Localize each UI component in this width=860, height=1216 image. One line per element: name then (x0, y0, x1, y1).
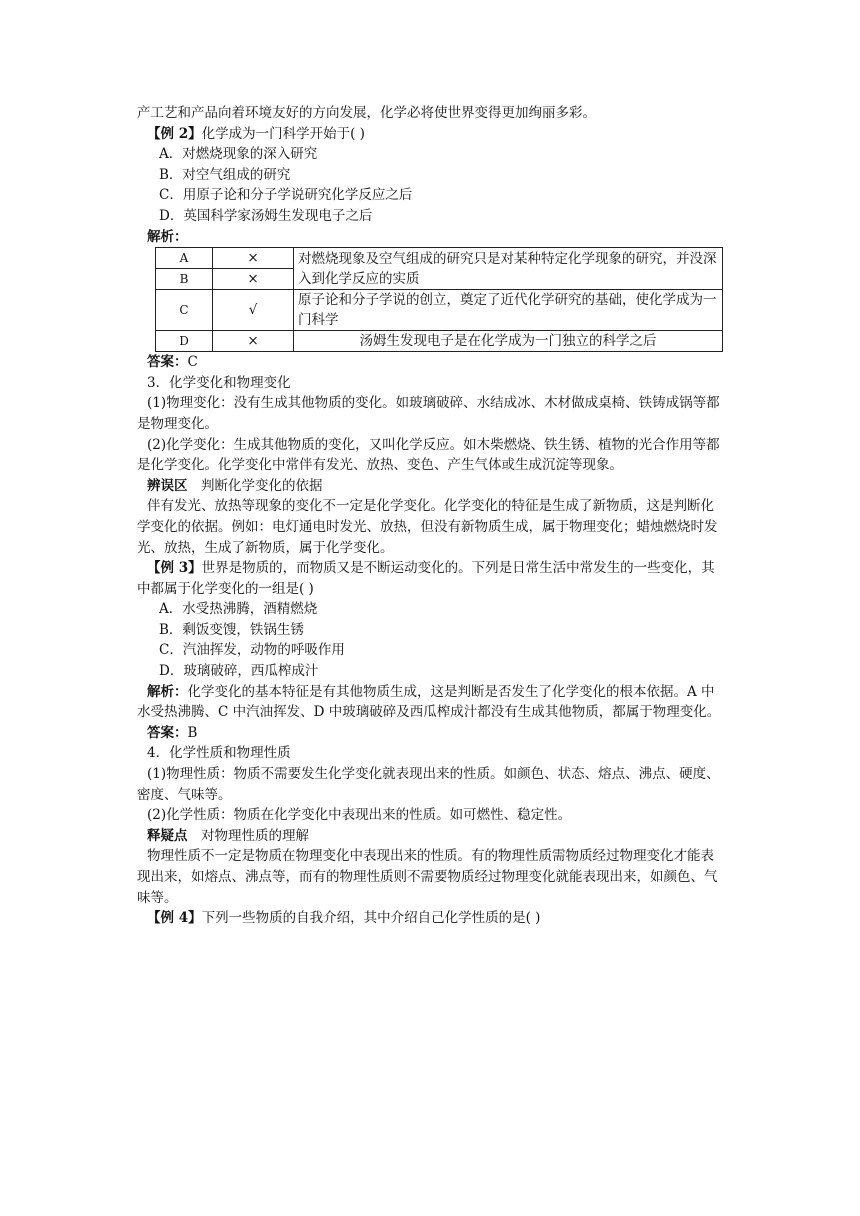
table-cell-option: C (156, 290, 213, 331)
example-4-tag: 【例 4】 (147, 910, 202, 927)
misconception-label: 辨误区 (147, 477, 188, 494)
section-3-item-2: (2)化学变化：生成其他物质的变化，又叫化学反应。如木柴燃烧、铁生锈、植物的光合作用等都是化学变化。化学变化中常伴有发光、放热、变色、产生气体或生成沉淀等现象。 (137, 436, 720, 474)
option-b: B．对空气组成的研究 (159, 166, 291, 183)
analysis-label: 解析： (147, 228, 188, 245)
misconception-heading (137, 476, 727, 497)
table-row (156, 290, 723, 331)
misconception-text: 伴有发光、放热等现象的变化不一定是化学变化。化学变化的特征是生成了新物质，这是判断化学变化的依据。例如：电灯通电时发光、放热，但没有新物质生成，属于物理变化；蜡烛燃烧时发光、放热，生成了新物质，属于化学变化。 (137, 498, 718, 556)
table-cell-mark: × (213, 331, 294, 352)
section-4-title: 4．化学性质和物理性质 (147, 745, 291, 762)
option-b: B．剩饭变馊，铁锅生锈 (159, 621, 304, 638)
section-4-item-1: (1)物理性质：物质不需要发生化学变化就表现出来的性质。如颜色、状态、熔点、沸点、硬度、密度、气味等。 (137, 766, 720, 803)
answer-2 (137, 352, 727, 373)
example-3-analysis (137, 682, 727, 723)
table-cell-option: D (156, 331, 213, 352)
analysis-text: 化学变化的基本特征是有其他物质生成，这是判断是否发生了化学变化的根本依据。A 中水受热沸腾、C 中汽油挥发、D 中玻璃破碎及西瓜榨成汁都没有生成其他物质，都属于物理变化。 (137, 683, 721, 721)
example-3-question (137, 558, 727, 599)
example-2-text: 化学成为一门科学开始于( ) (201, 125, 365, 142)
example-3-tag: 【例 3】 (147, 560, 202, 577)
table-row (156, 248, 723, 269)
clarification-title: 对物理性质的理解 (201, 827, 309, 844)
example-2-question (137, 124, 727, 145)
option-c: C．用原子论和分子学说研究化学反应之后 (159, 187, 413, 204)
table-cell-explanation: 对燃烧现象及空气组成的研究只是对某种特定化学现象的研究，并没深入到化学反应的实质 (294, 248, 723, 290)
example-3-text: 世界是物质的，而物质又是不断运动变化的。下列是日常生活中常发生的一些变化，其中都属于化学变化的一组是( ) (137, 560, 715, 597)
answer-value: C (187, 354, 198, 371)
table-row (156, 331, 723, 352)
option-a: A．水受热沸腾，酒精燃烧 (159, 601, 318, 618)
table-cell-mark: × (213, 248, 294, 269)
answer-label: 答案： (147, 354, 188, 371)
section-3-title: 3．化学变化和物理变化 (147, 374, 291, 391)
clarification-text: 物理性质不一定是物质在物理变化中表现出来的性质。有的物理性质需物质经过物理变化才能表现出来，如熔点、沸点等，而有的物理性质则不需要物质经过物理变化就能表现出来，如颜色、气味等。 (137, 848, 718, 906)
analysis-label: 解析： (147, 683, 188, 700)
option-d: D．玻璃破碎，西瓜榨成汁 (159, 663, 319, 680)
answer-value: B (187, 724, 198, 741)
analysis-table (155, 247, 723, 352)
example-4-question (137, 908, 727, 929)
option-d: D．英国科学家汤姆生发现电子之后 (159, 207, 373, 224)
option-c: C．汽油挥发，动物的呼吸作用 (159, 642, 345, 659)
answer-3 (137, 723, 727, 744)
table-cell-mark: √ (213, 290, 294, 331)
table-cell-explanation: 原子论和分子学说的创立，奠定了近代化学研究的基础，使化学成为一门科学 (294, 290, 723, 331)
clarification-heading (137, 826, 727, 847)
option-a: A．对燃烧现象的深入研究 (159, 146, 318, 163)
table-cell-explanation: 汤姆生发现电子是在化学成为一门独立的科学之后 (294, 331, 723, 352)
page-content (137, 103, 727, 929)
example-4-text: 下列一些物质的自我介绍，其中介绍自己化学性质的是( ) (201, 910, 541, 927)
clarification-label: 释疑点 (147, 827, 188, 844)
example-2-tag: 【例 2】 (147, 125, 202, 142)
misconception-title: 判断化学变化的依据 (201, 477, 323, 494)
answer-label: 答案： (147, 724, 188, 741)
table-cell-mark: × (213, 269, 294, 290)
section-3-item-1: (1)物理变化：没有生成其他物质的变化。如玻璃破碎、水结成冰、木材做成桌椅、铁铸成锅等都是物理变化。 (137, 395, 720, 432)
intro-line: 产工艺和产品向着环境友好的方向发展，化学必将使世界变得更加绚丽多彩。 (137, 105, 596, 121)
table-cell-option: A (156, 248, 213, 269)
section-4-item-2: (2)化学性质：物质在化学变化中表现出来的性质。如可燃性、稳定性。 (147, 807, 572, 824)
table-cell-option: B (156, 269, 213, 290)
